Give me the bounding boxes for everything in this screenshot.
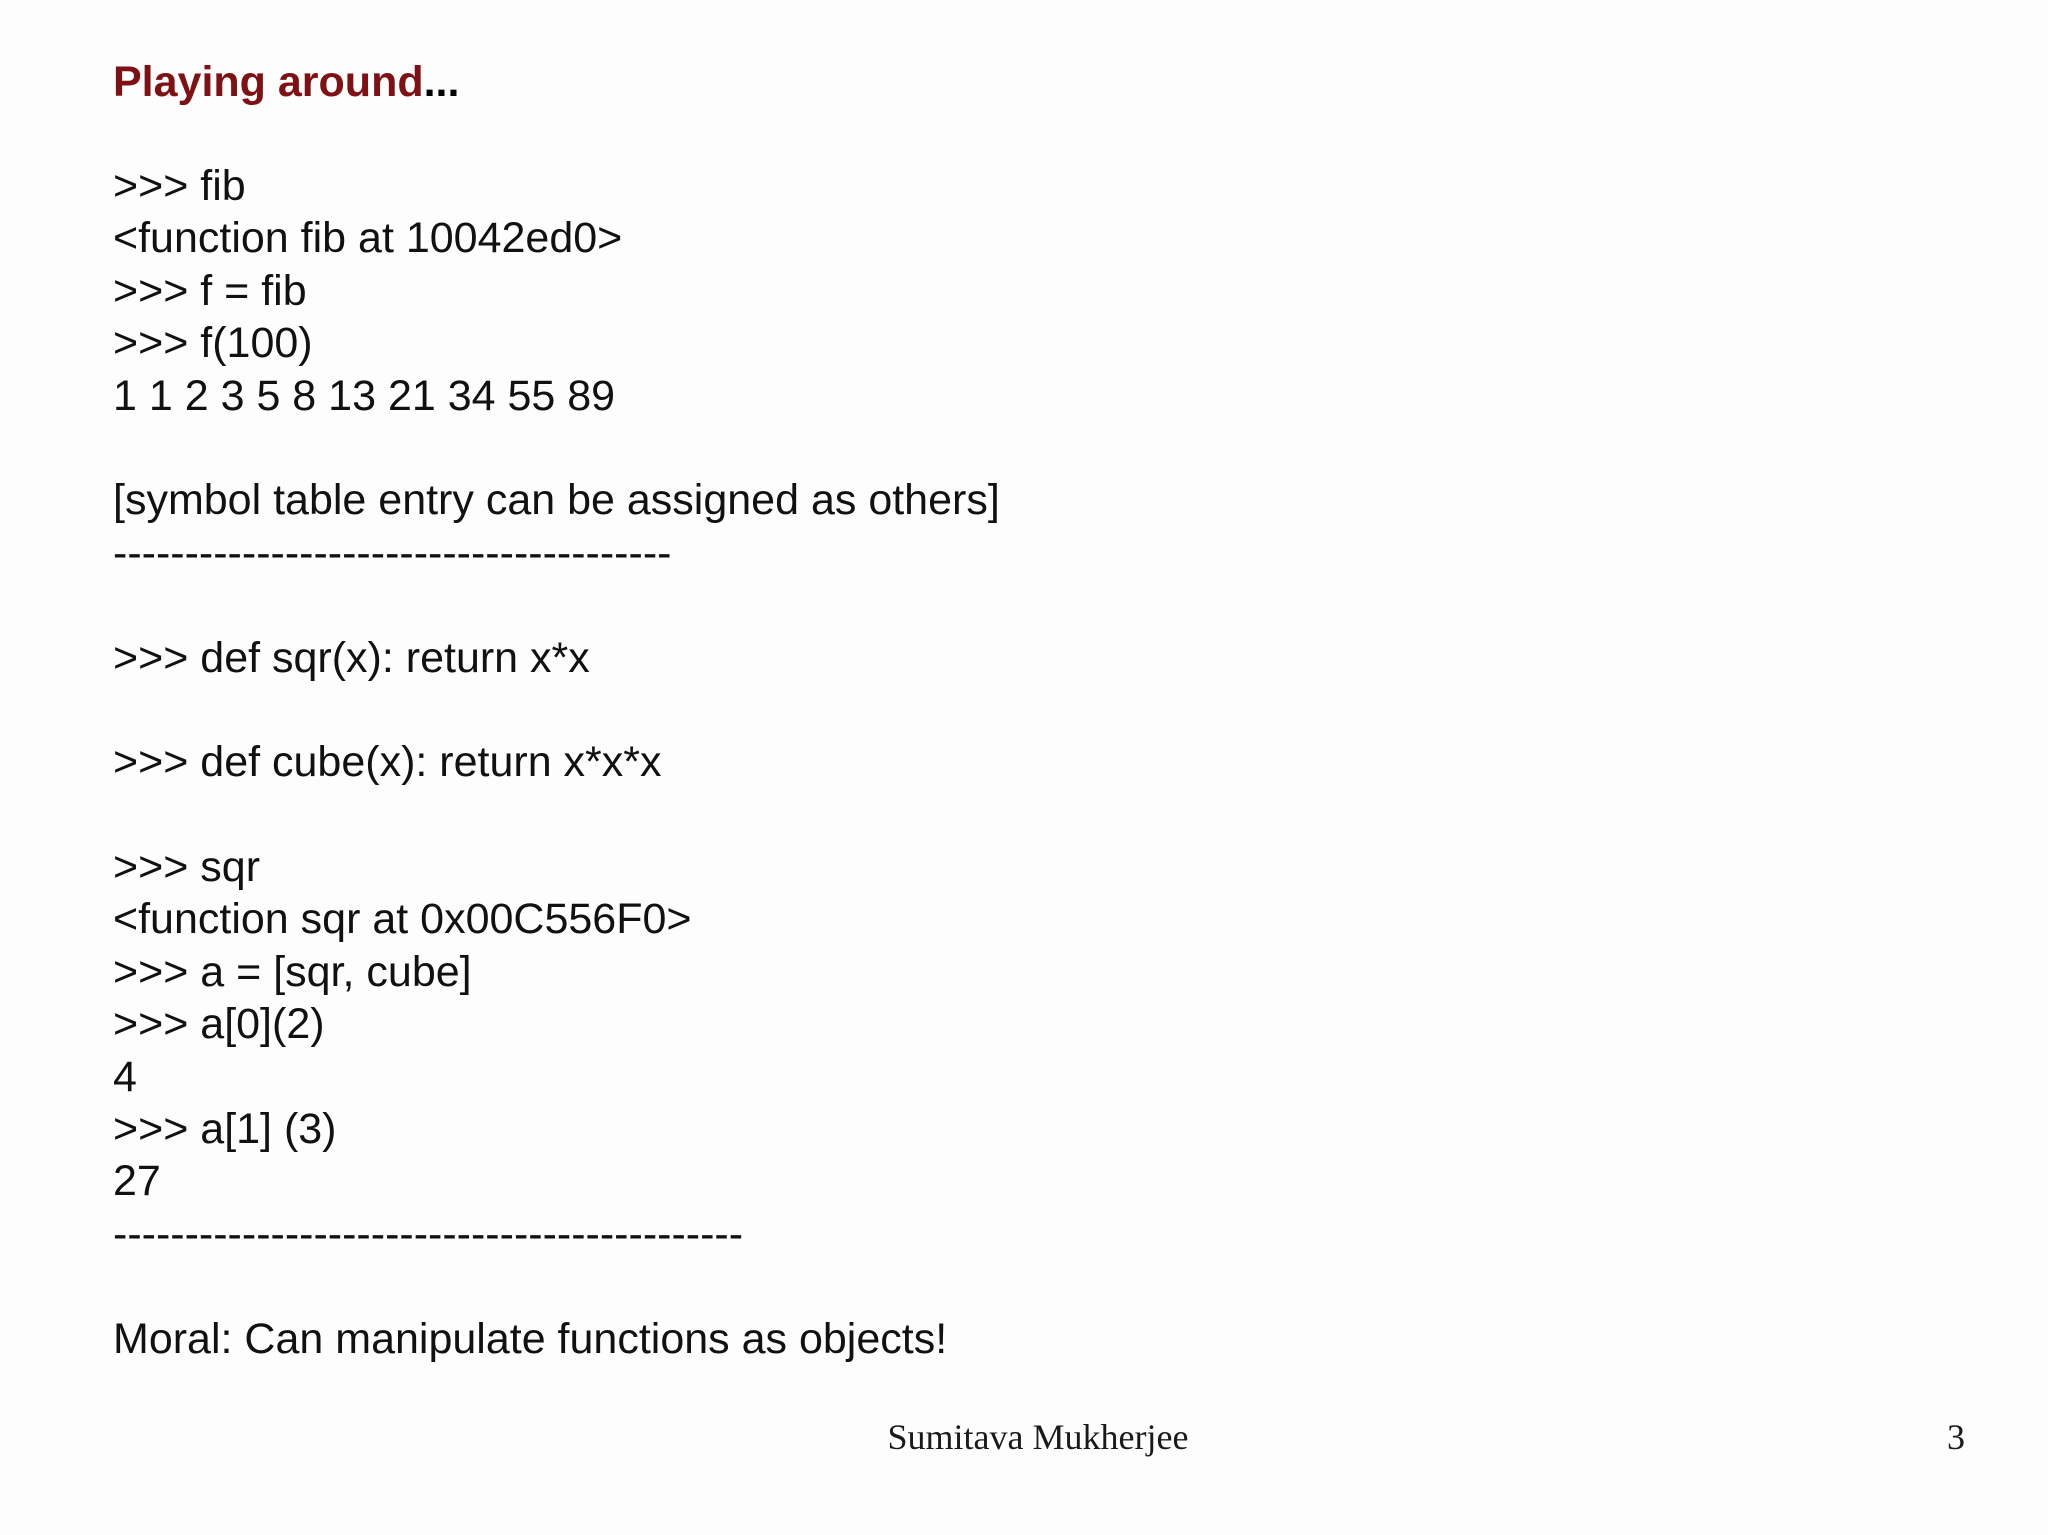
slide-title-ellipsis: ... xyxy=(423,58,460,106)
moral-line: Moral: Can manipulate functions as objects! xyxy=(113,1314,948,1363)
blank-line xyxy=(113,789,1000,841)
slide-title-text: Playing around xyxy=(113,58,424,106)
note-line: [symbol table entry can be assigned as others] xyxy=(113,476,1000,525)
code-line: >>> def cube(x): return x*x*x xyxy=(113,738,662,787)
code-line: <function fib at 10042ed0> xyxy=(113,214,623,263)
code-line: >>> a[1] (3) xyxy=(113,1105,337,1154)
code-line: >>> def sqr(x): return x*x xyxy=(113,633,590,682)
separator-line: -------------------------------------------- xyxy=(113,1209,744,1258)
code-line: 27 xyxy=(113,1157,161,1206)
code-line: >>> a[0](2) xyxy=(113,1000,325,1049)
code-line: >>> f = fib xyxy=(113,266,307,315)
separator-line: --------------------------------------- xyxy=(113,528,672,577)
code-line: >>> fib xyxy=(113,162,246,210)
blank-line xyxy=(113,422,1000,474)
code-line: 4 xyxy=(113,1052,137,1101)
code-line: 1 1 2 3 5 8 13 21 34 55 89 xyxy=(113,371,616,420)
blank-line xyxy=(113,579,1000,631)
code-line: >>> f(100) xyxy=(113,319,313,368)
code-line: >>> sqr xyxy=(113,843,261,892)
blank-line xyxy=(113,684,1000,736)
slide-title xyxy=(113,52,459,112)
code-line: >>> a = [sqr, cube] xyxy=(113,947,472,996)
code-line: <function sqr at 0x00C556F0> xyxy=(113,895,692,944)
page-number: 3 xyxy=(1947,1417,1965,1457)
slide-body xyxy=(113,160,1000,1365)
footer-author: Sumitava Mukherjee xyxy=(887,1417,1189,1457)
blank-line xyxy=(113,1260,1000,1312)
